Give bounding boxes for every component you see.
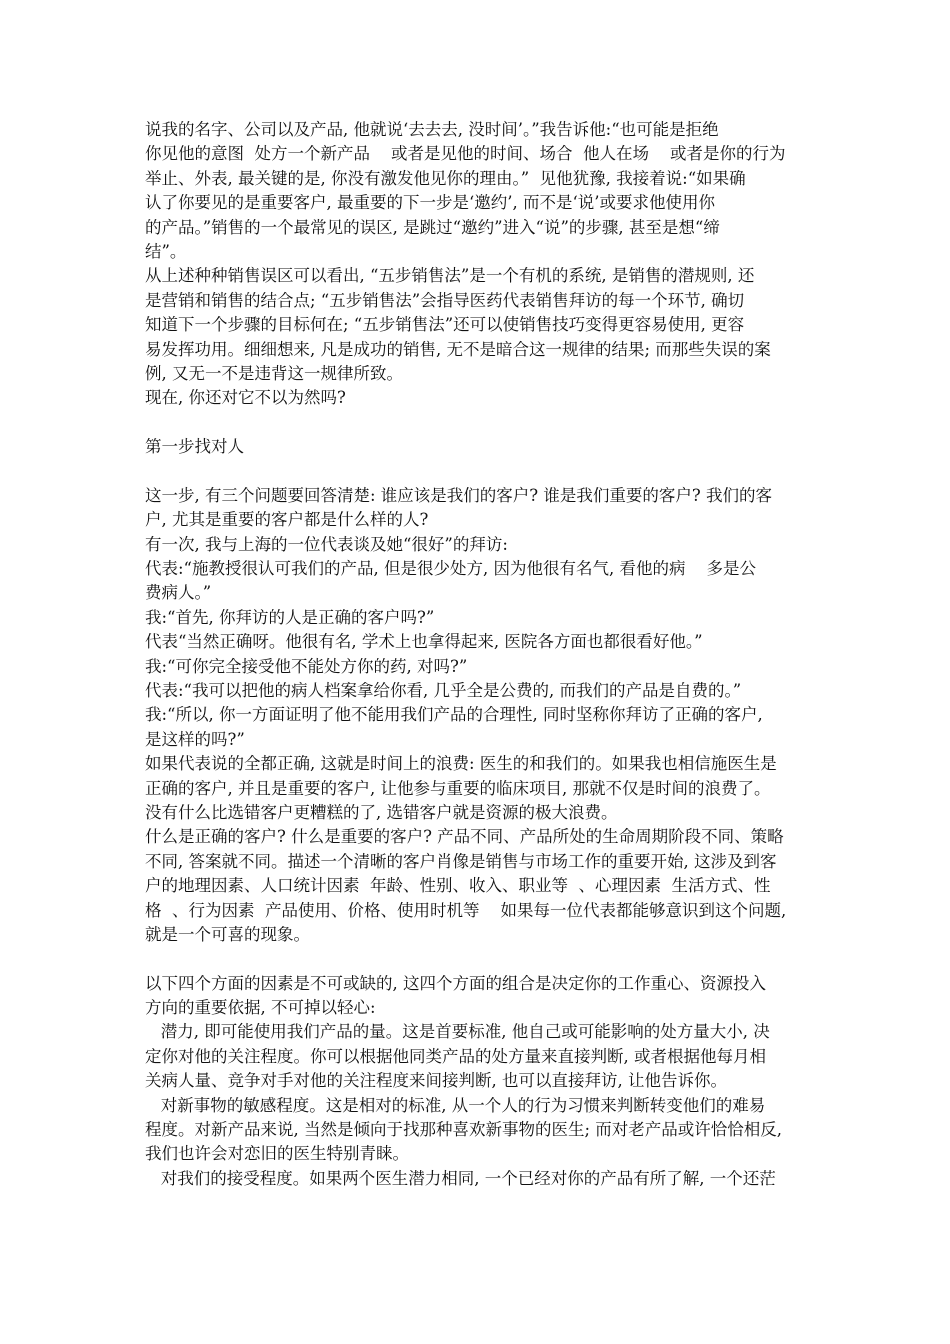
text-line: 潜力, 即可能使用我们产品的量。这是首要标准, 他自己或可能影响的处方量大小, 决 (145, 1022, 770, 1042)
blank-line (145, 411, 820, 435)
text-line: 这一步, 有三个问题要回答清楚: 谁应该是我们的客户? 谁是我们重要的客户? 我们的客 (145, 485, 772, 505)
text-line: 户, 尤其是重要的客户都是什么样的人? (145, 510, 429, 530)
dialogue-line: 费病人。” (145, 583, 212, 603)
dialogue-line: 代表:“我可以把他的病人档案拿给你看, 几乎全是公费的, 而我们的产品是自费的。” (145, 680, 742, 700)
text-line: 从上述种种销售误区可以看出, “五步销售法”是一个有机的系统, 是销售的潜规则, 还 (145, 266, 755, 286)
text-line: 知道下一个步骤的目标何在; “五步销售法”还可以使销售技巧变得更容易使用, 更容 (145, 315, 745, 335)
blank-line (145, 459, 820, 483)
text-line: 关病人量、竞争对手对他的关注程度来间接判断, 也可以直接拜访, 让他告诉你。 (145, 1071, 727, 1091)
text-line: 定你对他的关注程度。你可以根据他同类产品的处方量来直接判断, 或者根据他每月相 (145, 1046, 766, 1066)
blank-line (145, 947, 820, 971)
text-line: 什么是正确的客户? 什么是重要的客户? 产品不同、产品所处的生命周期阶段不同、策略 (145, 827, 784, 847)
dialogue-line: 我:“所以, 你一方面证明了他不能用我们产品的合理性, 同时坚称你拜访了正确的客户, (145, 705, 763, 725)
text-line: 程度。对新产品来说, 当然是倾向于找那种喜欢新事物的医生; 而对老产品或许恰恰相反, (145, 1120, 783, 1140)
dialogue-line: 代表“当然正确呀。他很有名, 学术上也拿得起来, 医院各方面也都很看好他。” (145, 632, 703, 652)
text-line: 是营销和销售的结合点; “五步销售法”会指导医药代表销售拜访的每一个环节, 确切 (145, 290, 745, 310)
text-line: 就是一个可喜的现象。 (145, 924, 310, 944)
text-line: 以下四个方面的因素是不可或缺的, 这四个方面的组合是决定你的工作重心、资源投入 (145, 973, 766, 993)
text-line: 易发挥功用。细细想来, 凡是成功的销售, 无不是暗合这一规律的结果; 而那些失误的案 (145, 339, 771, 359)
dialogue-line: 是这样的吗?” (145, 729, 245, 749)
text-line: 方向的重要依据, 不可掉以轻心: (145, 998, 376, 1018)
text-line: 如果代表说的全都正确, 这就是时间上的浪费: 医生的和我们的。如果我也相信施医生是 (145, 754, 777, 774)
text-line: 有一次, 我与上海的一位代表谈及她“很好”的拜访: (145, 534, 508, 554)
dialogue-line: 我:“可你完全接受他不能处方你的药, 对吗?” (145, 656, 468, 676)
text-line: 你见他的意图 处方一个新产品 或者是见他的时间、场合 他人在场 或者是你的行为 (145, 144, 786, 164)
text-line: 户的地理因素、人口统计因素 年龄、性别、收入、职业等 、心理因素 生活方式、性 (145, 876, 771, 896)
text-line: 认了你要见的是重要客户, 最重要的下一步是‘邀约’, 而不是‘说’或要求他使用你 (145, 193, 715, 213)
document-page (145, 118, 820, 1191)
text-line: 没有什么比选错客户更糟糕的了, 选错客户就是资源的极大浪费。 (145, 802, 618, 822)
text-line: 我们也许会对恋旧的医生特别青睐。 (145, 1144, 409, 1164)
text-line: 结”。 (145, 241, 187, 261)
dialogue-line: 我:“首先, 你拜访的人是正确的客户吗?” (145, 607, 435, 627)
section-heading: 第一步找对人 (145, 437, 244, 457)
text-line: 现在, 你还对它不以为然吗? (145, 388, 346, 408)
text-line: 正确的客户, 并且是重要的客户, 让他参与重要的临床项目, 那就不仅是时间的浪费了。 (145, 778, 771, 798)
text-line: 不同, 答案就不同。描述一个清晰的客户肖像是销售与市场工作的重要开始, 这涉及到客 (145, 851, 777, 871)
text-line: 对新事物的敏感程度。这是相对的标准, 从一个人的行为习惯来判断转变他们的难易 (145, 1095, 766, 1115)
text-line: 举止、外表, 最关键的是, 你没有激发他见你的理由。” 见他犹豫, 我接着说:“如果确 (145, 168, 746, 188)
text-line: 说我的名字、公司以及产品, 他就说‘去去去, 没时间’。”我告诉他:“也可能是拒绝 (145, 120, 719, 139)
text-line: 格 、行为因素 产品使用、价格、使用时机等 如果每一位代表都能够意识到这个问题, (145, 900, 787, 920)
text-line: 对我们的接受程度。如果两个医生潜力相同, 一个已经对你的产品有所了解, 一个还茫 (145, 1168, 776, 1188)
text-line: 例, 又无一不是违背这一规律所致。 (145, 363, 403, 383)
text-line: 的产品。”销售的一个最常见的误区, 是跳过“邀约”进入“说”的步骤, 甚至是想“缔 (145, 217, 720, 237)
dialogue-line: 代表:“施教授很认可我们的产品, 但是很少处方, 因为他很有名气, 看他的病 多是公 (145, 559, 756, 579)
